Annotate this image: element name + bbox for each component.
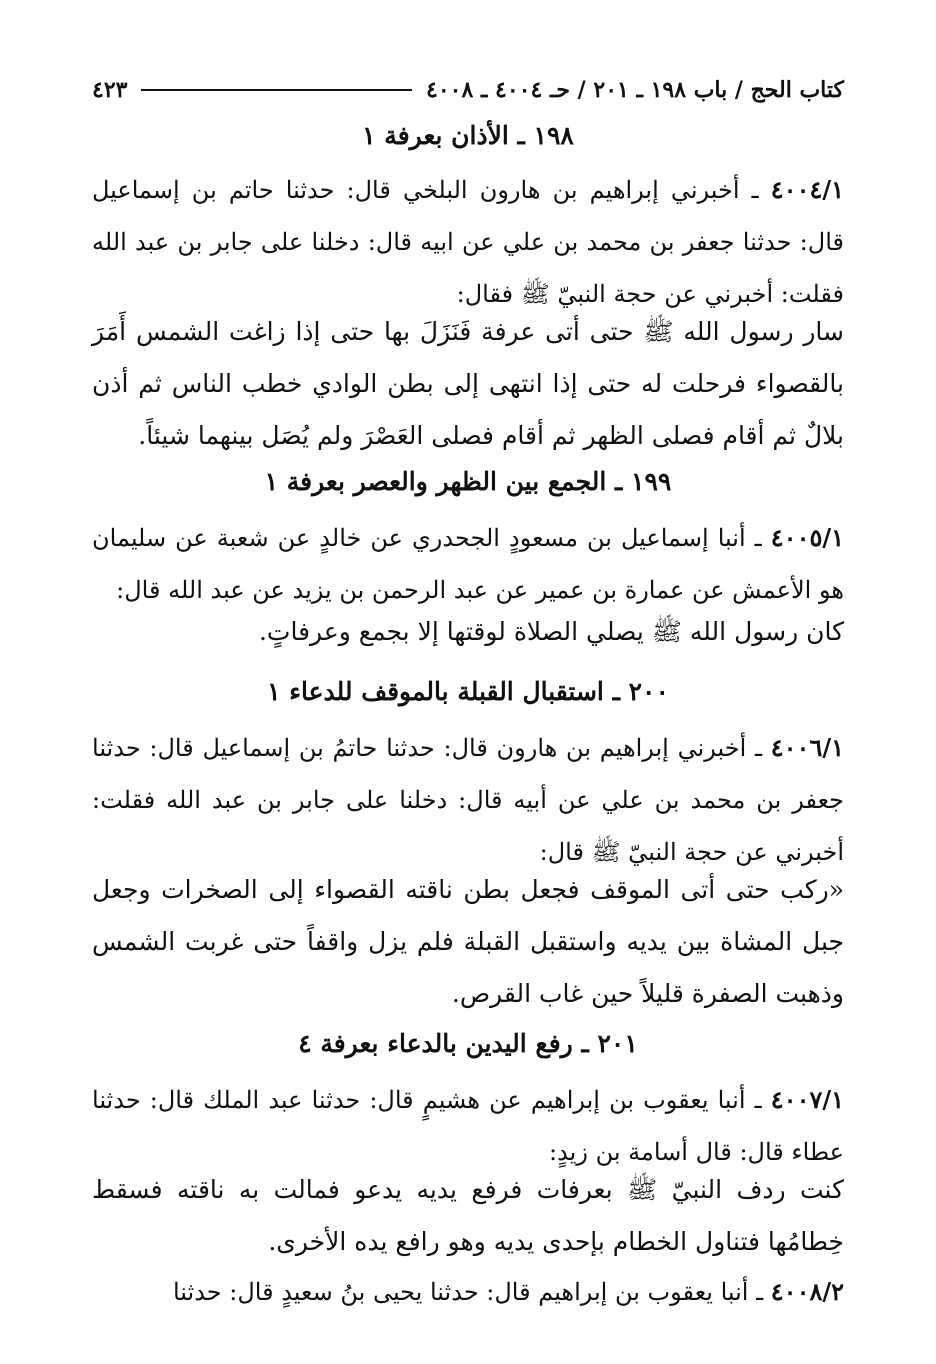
hadith-matn-4006: «ركب حتى أتى الموقف فجعل بطن ناقته القصواء إلى الصخرات وجعل جبل المشاة بين يديه واستقبل القبلة فلم يزل واقفاً حتى غربت الشمس وذهبت الصفرة قليلاً حين غاب القرص. xyxy=(92,875,844,1008)
hadith-number: ٤٠٠٤/١ xyxy=(770,175,844,204)
isnad-text: ـ أنبا إسماعيل بن مسعودٍ الجحدري عن خالدٍ عن شعبة عن سليمان هو الأعمش عن عمارة بن عمير عن عبد الرحمن بن يزيد عن عبد الله قال: xyxy=(92,524,844,604)
chapter-heading-199: ١٩٩ ـ الجمع بين الظهر والعصر بعرفة ١ xyxy=(264,467,672,496)
isnad-text: ـ أنبا يعقوب بن إبراهيم عن هشيمٍ قال: حدثنا عبد الملك قال: حدثنا عطاء قال: قال أسامة بن زيدٍ: xyxy=(92,1086,844,1166)
page-header xyxy=(92,72,844,108)
hadith-matn-4007: كنت ردف النبيّ ﷺ بعرفات فرفع يديه يدعو فمالت به ناقته فسقط خِطامُها فتناول الخطام بإحدى يديه وهو رافع يده الأخرى. xyxy=(92,1175,844,1256)
hadith-number: ٤٠٠٦/١ xyxy=(770,733,844,762)
chapter-heading-198: ١٩٨ ـ الأذان بعرفة ١ xyxy=(362,121,574,150)
hadith-matn-4004: سار رسول الله ﷺ حتى أتى عرفة فَنَزَلَ بها حتى إذا زاغت الشمس أَمَرَ بالقصواء فرحلت له حتى إذا انتهى إلى بطن الوادي خطب الناس ثم أذن بلالٌ ثم أقام فصلى الظهر ثم أقام فصلى العَصْرَ ولم يُصَل بينهما شيئاً. xyxy=(92,317,844,450)
isnad-text: ـ أنبا يعقوب بن إبراهيم قال: حدثنا يحيى بنُ سعيدٍ قال: حدثنا xyxy=(172,1278,764,1306)
hadith-isnad-4006 xyxy=(92,722,844,878)
hadith-isnad-4007 xyxy=(92,1074,844,1178)
hadith-number: ٤٠٠٥/١ xyxy=(770,523,844,552)
running-title: كتاب الحج / باب ١٩٨ ـ ٢٠١ / حـ ٤٠٠٤ ـ ٤٠٠٨ xyxy=(426,77,844,103)
hadith-matn-4005: كان رسول الله ﷺ يصلي الصلاة لوقتها إلا بجمع وعرفاتٍ. xyxy=(258,617,844,646)
header-rule xyxy=(141,89,412,91)
chapter-heading-201: ٢٠١ ـ رفع اليدين بالدعاء بعرفة ٤ xyxy=(298,1029,638,1058)
hadith-isnad-4004 xyxy=(92,164,844,320)
isnad-text: ـ أخبرني إبراهيم بن هارون قال: حدثنا حاتمُ بن إسماعيل قال: حدثنا جعفر بن محمد بن علي عن أبيه قال: دخلنا على جابر بن عبد الله فقلت: أخبرني عن حجة النبيّ ﷺ قال: xyxy=(92,734,844,866)
hadith-isnad-4005 xyxy=(92,512,844,616)
isnad-text: ـ أخبرني إبراهيم بن هارون البلخي قال: حدثنا حاتم بن إسماعيل قال: حدثنا جعفر بن محمد بن علي عن ابيه قال: دخلنا على جابر بن عبد الله فقلت: أخبرني عن حجة النبيّ ﷺ فقال: xyxy=(92,176,844,308)
chapter-heading-200: ٢٠٠ ـ استقبال القبلة بالموقف للدعاء ١ xyxy=(267,677,669,706)
page-number: ٤٢٣ xyxy=(92,77,128,103)
hadith-isnad-4008 xyxy=(92,1266,844,1318)
hadith-number: ٤٠٠٨/٢ xyxy=(770,1277,844,1306)
hadith-number: ٤٠٠٧/١ xyxy=(770,1085,844,1114)
